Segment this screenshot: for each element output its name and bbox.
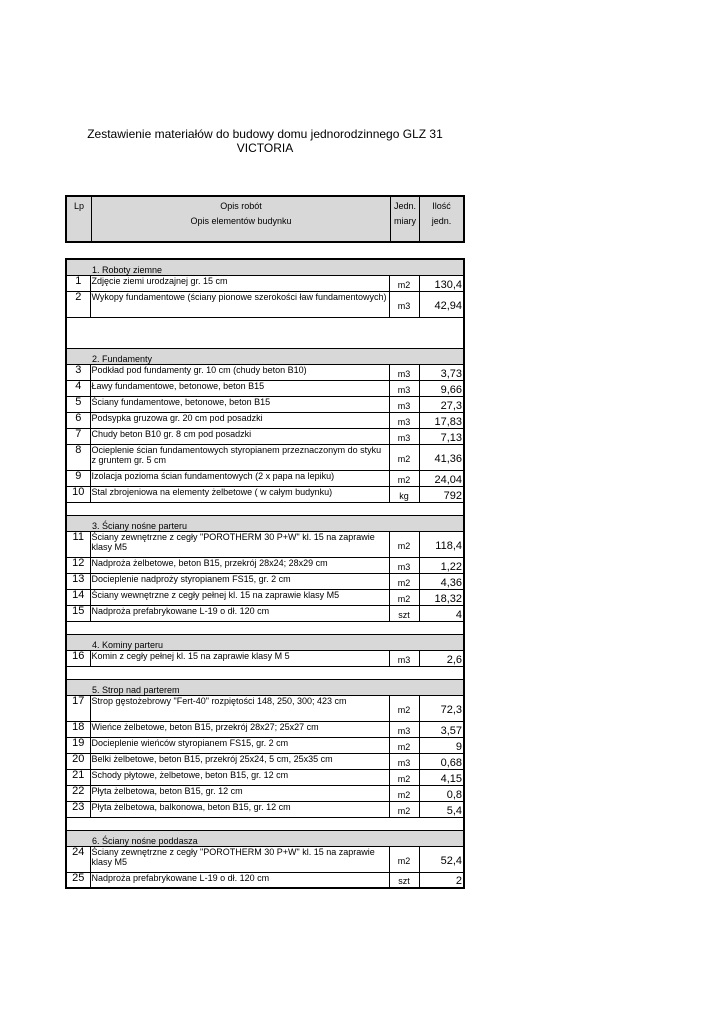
row-unit: m2: [389, 444, 419, 470]
header-opis-robot: Opis robót: [220, 201, 262, 211]
table-row: [66, 428, 464, 444]
row-quantity: 24,04: [419, 470, 464, 486]
row-number: 22: [66, 785, 90, 801]
table-row: [66, 291, 464, 317]
row-quantity: 9: [419, 737, 464, 753]
table-row: [66, 785, 464, 801]
row-description: Wieńce żelbetowe, beton B15, przekrój 28x27; 25x27 cm: [90, 721, 389, 737]
row-number: 7: [66, 428, 90, 444]
section-title: 1. Roboty ziemne: [66, 259, 464, 275]
row-number: 15: [66, 605, 90, 621]
row-quantity: 2: [419, 872, 464, 888]
row-number: 5: [66, 396, 90, 412]
row-number: 11: [66, 531, 90, 557]
row-unit: m3: [389, 291, 419, 317]
row-quantity: 118,4: [419, 531, 464, 557]
table-row: [66, 364, 464, 380]
table-row: [66, 444, 464, 470]
table-row: [66, 573, 464, 589]
table-row: [66, 695, 464, 721]
row-unit: m3: [389, 428, 419, 444]
table-row: [66, 721, 464, 737]
table-row: [66, 737, 464, 753]
row-unit: m3: [389, 364, 419, 380]
table-row: [66, 396, 464, 412]
row-description: Chudy beton B10 gr. 8 cm pod posadzki: [90, 428, 389, 444]
row-description: Nadproża żelbetowe, beton B15, przekrój 28x24; 28x29 cm: [90, 557, 389, 573]
table-row: [66, 769, 464, 785]
row-unit: kg: [389, 486, 419, 502]
header-opis-elementow: Opis elementów budynku: [190, 216, 292, 226]
table-row: [66, 470, 464, 486]
title-line-1: Zestawienie materiałów do budowy domu jednorodzinnego GLZ 31: [87, 127, 443, 141]
spacer-row: [66, 817, 464, 830]
row-description: Komin z cegły pełnej kl. 15 na zaprawie klasy M 5: [90, 650, 389, 666]
row-description: Podsypka gruzowa gr. 20 cm pod posadzki: [90, 412, 389, 428]
row-description: Ściany fundamentowe, betonowe, beton B15: [90, 396, 389, 412]
row-unit: m3: [389, 380, 419, 396]
section-title: 2. Fundamenty: [66, 348, 464, 364]
section-header: [66, 259, 464, 275]
row-quantity: 130,4: [419, 275, 464, 291]
row-number: 16: [66, 650, 90, 666]
row-unit: m2: [389, 275, 419, 291]
table-row: [66, 589, 464, 605]
row-quantity: 72,3: [419, 695, 464, 721]
section-header: [66, 348, 464, 364]
table-row: [66, 753, 464, 769]
row-description: Schody płytowe, żelbetowe, beton B15, gr. 12 cm: [90, 769, 389, 785]
row-number: 19: [66, 737, 90, 753]
table-row: [66, 412, 464, 428]
row-unit: m3: [389, 396, 419, 412]
document-title: [65, 127, 465, 155]
row-quantity: 42,94: [419, 291, 464, 317]
row-unit: m2: [389, 801, 419, 817]
row-description: Ocieplenie ścian fundamentowych styropianem przeznaczonym do styku z gruntem gr. 5 cm: [90, 444, 389, 470]
table-row: [66, 846, 464, 872]
row-description: Docieplenie wieńców styropianem FS15, gr. 2 cm: [90, 737, 389, 753]
row-number: 2: [66, 291, 90, 317]
table-row: [66, 531, 464, 557]
table-header: [65, 195, 465, 243]
row-number: 17: [66, 695, 90, 721]
row-unit: szt: [389, 872, 419, 888]
row-unit: m2: [389, 573, 419, 589]
table-row: [66, 486, 464, 502]
spacer-cell: [66, 817, 464, 830]
row-unit: m2: [389, 769, 419, 785]
row-quantity: 792: [419, 486, 464, 502]
row-description: Zdjęcie ziemi urodzajnej gr. 15 cm: [90, 275, 389, 291]
row-quantity: 0,68: [419, 753, 464, 769]
row-description: Docieplenie nadproży styropianem FS15, gr. 2 cm: [90, 573, 389, 589]
section-header: [66, 634, 464, 650]
row-unit: m2: [389, 785, 419, 801]
row-number: 6: [66, 412, 90, 428]
row-number: 3: [66, 364, 90, 380]
section-header: [66, 515, 464, 531]
row-description: Strop gęstożebrowy "Fert-40" rozpiętości 148, 250, 300; 423 cm: [90, 695, 389, 721]
materials-table: [65, 258, 465, 889]
row-unit: m3: [389, 412, 419, 428]
spacer-row: [66, 502, 464, 515]
row-description: Ściany zewnętrzne z cegły "POROTHERM 30 P+W" kl. 15 na zaprawie klasy M5: [90, 846, 389, 872]
row-quantity: 41,36: [419, 444, 464, 470]
section-header: [66, 679, 464, 695]
header-opis: [92, 197, 391, 241]
row-description: Ściany zewnętrzne z cegły "POROTHERM 30 P+W" kl. 15 na zaprawie klasy M5: [90, 531, 389, 557]
spacer-cell: [66, 621, 464, 634]
spacer-row: [66, 621, 464, 634]
row-quantity: 4,36: [419, 573, 464, 589]
spacer-row: [66, 666, 464, 679]
row-description: Izolacja pozioma ścian fundamentowych (2 x papa na lepiku): [90, 470, 389, 486]
row-quantity: 0,8: [419, 785, 464, 801]
row-unit: m2: [389, 531, 419, 557]
title-line-2: VICTORIA: [236, 141, 294, 155]
row-description: Nadproża prefabrykowane L-19 o dł. 120 cm: [90, 605, 389, 621]
section-header: [66, 830, 464, 846]
table-row: [66, 801, 464, 817]
row-unit: m3: [389, 650, 419, 666]
table-row: [66, 557, 464, 573]
row-unit: m2: [389, 695, 419, 721]
row-number: 12: [66, 557, 90, 573]
row-quantity: 17,83: [419, 412, 464, 428]
row-number: 14: [66, 589, 90, 605]
header-lp: Lp: [67, 197, 92, 241]
spacer-cell: [66, 317, 464, 348]
row-number: 20: [66, 753, 90, 769]
row-number: 25: [66, 872, 90, 888]
table-row: [66, 380, 464, 396]
row-number: 23: [66, 801, 90, 817]
row-quantity: 7,13: [419, 428, 464, 444]
row-description: Belki żelbetowe, beton B15, przekrój 25x24, 5 cm, 25x35 cm: [90, 753, 389, 769]
section-title: 3. Ściany nośne parteru: [66, 515, 464, 531]
row-quantity: 1,22: [419, 557, 464, 573]
row-unit: m3: [389, 753, 419, 769]
header-unit: Jedn. miary: [391, 197, 420, 241]
row-description: Ławy fundamentowe, betonowe, beton B15: [90, 380, 389, 396]
row-number: 13: [66, 573, 90, 589]
row-description: Ściany wewnętrzne z cegły pełnej kl. 15 na zaprawie klasy M5: [90, 589, 389, 605]
row-unit: szt: [389, 605, 419, 621]
row-number: 8: [66, 444, 90, 470]
row-quantity: 5,4: [419, 801, 464, 817]
header-quantity: Ilość jedn.: [431, 201, 452, 226]
spacer-cell: [66, 666, 464, 679]
row-description: Nadproża prefabrykowane L-19 o dł. 120 cm: [90, 872, 389, 888]
row-unit: m3: [389, 557, 419, 573]
row-unit: m2: [389, 589, 419, 605]
row-number: 21: [66, 769, 90, 785]
table-row: [66, 650, 464, 666]
row-description: Płyta żelbetowa, balkonowa, beton B15, gr. 12 cm: [90, 801, 389, 817]
row-unit: m2: [389, 846, 419, 872]
row-quantity: 4: [419, 605, 464, 621]
table-row: [66, 275, 464, 291]
row-quantity: 9,66: [419, 380, 464, 396]
row-quantity: 3,57: [419, 721, 464, 737]
row-description: Podkład pod fundamenty gr. 10 cm (chudy beton B10): [90, 364, 389, 380]
row-quantity: 27,3: [419, 396, 464, 412]
section-title: 5. Strop nad parterem: [66, 679, 464, 695]
row-quantity: 3,73: [419, 364, 464, 380]
table-row: [66, 872, 464, 888]
row-quantity: 4,15: [419, 769, 464, 785]
row-number: 4: [66, 380, 90, 396]
spacer-row: [66, 317, 464, 348]
table-row: [66, 605, 464, 621]
row-description: Stal zbrojeniowa na elementy żelbetowe ( w całym budynku): [90, 486, 389, 502]
row-quantity: 52,4: [419, 846, 464, 872]
row-description: Płyta żelbetowa, beton B15, gr. 12 cm: [90, 785, 389, 801]
row-number: 10: [66, 486, 90, 502]
row-number: 18: [66, 721, 90, 737]
row-quantity: 18,32: [419, 589, 464, 605]
row-unit: m2: [389, 737, 419, 753]
section-title: 4. Kominy parteru: [66, 634, 464, 650]
row-unit: m2: [389, 470, 419, 486]
spacer-cell: [66, 502, 464, 515]
section-title: 6. Ściany nośne poddasza: [66, 830, 464, 846]
row-unit: m3: [389, 721, 419, 737]
row-number: 24: [66, 846, 90, 872]
row-quantity: 2,6: [419, 650, 464, 666]
row-description: Wykopy fundamentowe (ściany pionowe szerokości ław fundamentowych): [90, 291, 389, 317]
row-number: 9: [66, 470, 90, 486]
row-number: 1: [66, 275, 90, 291]
